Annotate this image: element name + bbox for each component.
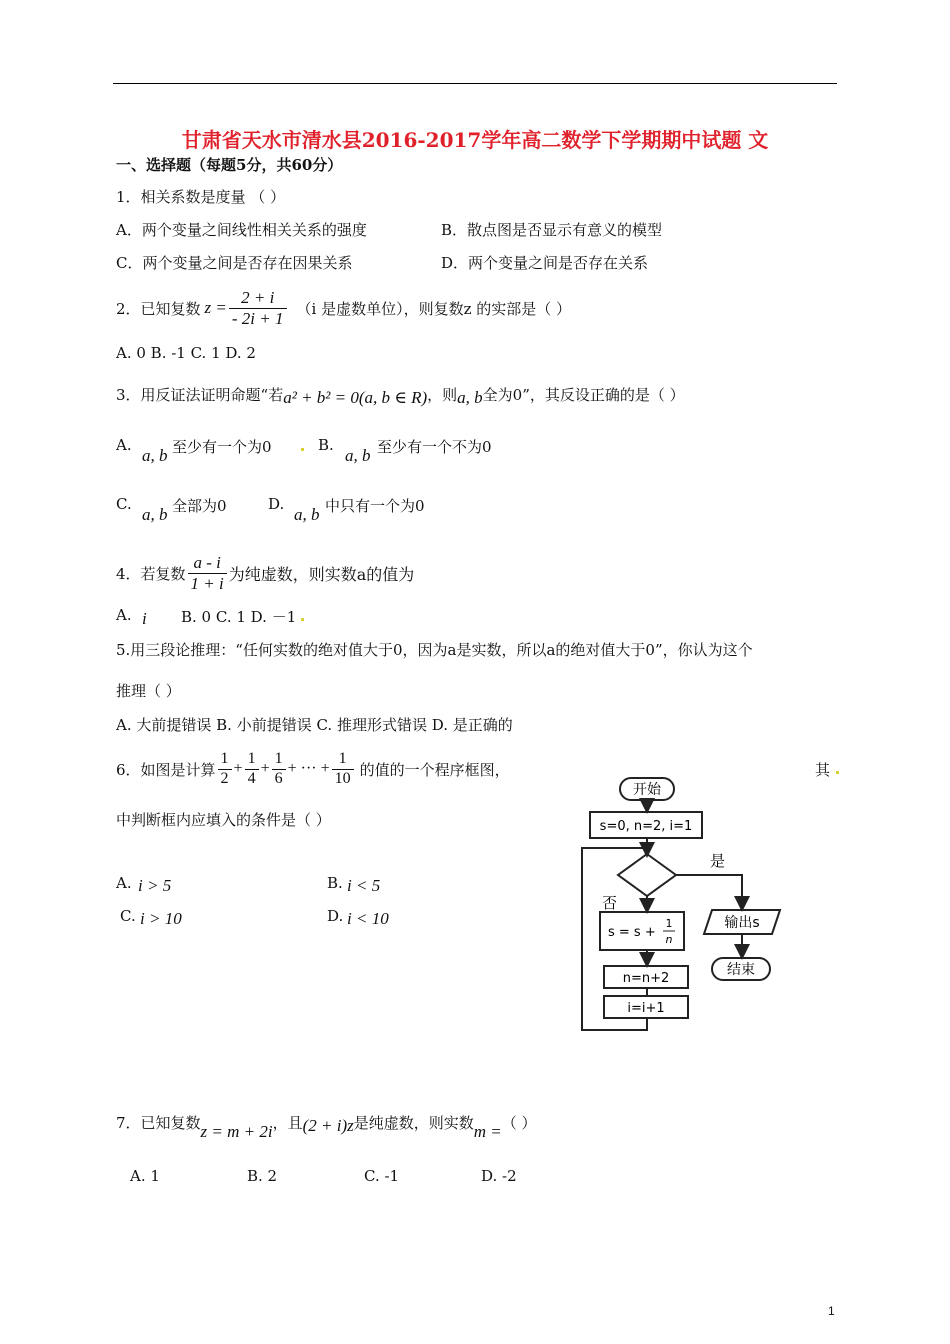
q3-option-d-label: D. — [268, 495, 285, 513]
q6-option-a-label: A. — [116, 874, 132, 892]
flowchart — [570, 770, 850, 1040]
q3-prefix: 3．用反证法证明命题“若 — [116, 385, 284, 404]
q3-option-c-text: 全部为0 — [172, 497, 227, 515]
q3-option-b-text: 至少有一个不为0 — [377, 438, 492, 456]
q6-qi: 其 — [815, 761, 831, 779]
q6-frac-2-num: 1 — [245, 750, 259, 769]
q2-fraction — [229, 288, 287, 328]
q6-option-a-value: i > 5 — [138, 876, 172, 895]
flowchart-init-label: s=0, n=2, i=1 — [599, 819, 693, 834]
q7-stem — [116, 1112, 537, 1142]
q7-prefix: 7．已知复数 — [116, 1114, 201, 1132]
flowchart-end-label: 结束 — [727, 962, 755, 978]
page-number: 1 — [828, 1304, 835, 1318]
q3-option-a-ab: a, b — [142, 446, 168, 465]
q2-prefix: 2．已知复数 — [116, 299, 201, 318]
q2-fraction-num: 2 + i — [229, 288, 287, 309]
flowchart-assign-frac-den: n — [665, 933, 673, 946]
q6-option-d-value: i < 10 — [347, 909, 389, 928]
q5-options: A. 大前提错误 B. 小前提错误 C. 推理形式错误 D. 是正确的 — [116, 716, 513, 734]
q6-prefix: 6．如图是计算 — [116, 760, 216, 779]
q7-z: z = m + 2i — [200, 1122, 273, 1141]
q3-mid: ，则 — [427, 385, 458, 404]
flowchart-incr-i-label: i=i+1 — [627, 1001, 665, 1016]
q1-option-a: A．两个变量之间线性相关关系的强度 — [116, 221, 367, 239]
q6-suffix: 的值的一个程序框图， — [359, 760, 510, 779]
q6-option-c-label: C. — [120, 907, 136, 925]
q7-option-b: B. 2 — [247, 1167, 278, 1185]
page-title: 甘肃省天水市清水县2016-2017学年高二数学下学期期中试题 文 — [181, 128, 769, 152]
q6-option-d-label: D. — [327, 907, 344, 925]
q3-ab: a, b — [457, 388, 483, 407]
q4-fraction — [188, 553, 227, 593]
q6-series-tail: + ··· + — [287, 760, 330, 777]
q7-option-a: A. 1 — [130, 1167, 160, 1185]
q2-z-eq: z = — [204, 298, 227, 317]
q6-frac-last-num: 1 — [332, 750, 354, 769]
q6-option-c-value: i > 10 — [140, 909, 182, 928]
flowchart-yes-label: 是 — [710, 852, 726, 870]
q4-fraction-num: a - i — [188, 553, 227, 574]
q3-option-d-text: 中只有一个为0 — [325, 497, 425, 515]
q7-expr: (2 + i)z — [302, 1116, 354, 1135]
q3-option-c-label: C. — [116, 495, 132, 513]
q7-suffix: 是纯虚数，则实数 — [353, 1114, 474, 1132]
q3-suffix: 全为0”，其反设正确的是（ ） — [482, 385, 685, 404]
q6-frac-3 — [272, 750, 286, 788]
q7-option-c: C. -1 — [364, 1167, 400, 1185]
flowchart-decision-node — [618, 854, 676, 896]
q6-frac-1-den: 2 — [220, 769, 229, 787]
q6-frac-1-num: 1 — [218, 750, 232, 769]
q4-option-a-value: i — [142, 609, 147, 628]
q6-option-b-label: B. — [327, 874, 343, 892]
q4-options-rest: B. 0 C. 1 D. －1 — [181, 608, 297, 626]
speck-mark — [301, 618, 304, 621]
flowchart-assign-label: s = s + — [608, 925, 656, 940]
q7-mid: ，且 — [272, 1114, 303, 1132]
speck-mark — [301, 448, 304, 451]
flowchart-assign-frac-num: 1 — [665, 917, 673, 930]
q6-frac-1 — [218, 750, 232, 788]
q4-suffix: 为纯虚数，则实数a的值为 — [228, 564, 415, 584]
q6-line2: 中判断框内应填入的条件是（ ） — [116, 811, 331, 829]
q3-option-a-text: 至少有一个为0 — [172, 438, 272, 456]
q3-stem — [116, 380, 685, 408]
q1-option-b: B．散点图是否显示有意义的模型 — [441, 221, 663, 239]
q6-option-b-value: i < 5 — [347, 876, 381, 895]
q4-fraction-den: 1 + i — [190, 573, 224, 593]
q1-option-d: D．两个变量之间是否存在关系 — [441, 254, 649, 272]
q6-frac-last — [332, 750, 354, 788]
q7-paren: （ ） — [501, 1114, 537, 1132]
q3-option-c-ab: a, b — [142, 505, 168, 524]
q6-frac-last-den: 10 — [334, 769, 351, 787]
q6-frac-3-num: 1 — [272, 750, 286, 769]
q4-option-a-label: A. — [116, 606, 132, 624]
q6-frac-3-den: 6 — [274, 769, 283, 787]
q3-option-b-ab: a, b — [345, 446, 371, 465]
q4-prefix: 4．若复数 — [116, 564, 186, 583]
flowchart-incr-n-label: n=n+2 — [622, 971, 670, 986]
q3-formula: a² + b² = 0(a, b ∈ R) — [283, 388, 428, 407]
q5-line2: 推理（ ） — [116, 682, 181, 700]
section-heading: 一、选择题（每题5分，共60分） — [116, 156, 343, 174]
flowchart-no-label: 否 — [602, 894, 618, 912]
q3-option-d-ab: a, b — [294, 505, 320, 524]
q3-option-a-label: A. — [116, 436, 132, 454]
q4-stem — [116, 550, 414, 596]
q2-fraction-den: - 2i + 1 — [231, 308, 284, 328]
q7-m: m = — [473, 1122, 502, 1141]
q2-suffix: （i 是虚数单位），则复数z 的实部是（ ） — [296, 299, 572, 318]
q6-frac-2 — [245, 750, 259, 788]
q6-frac-2-den: 4 — [247, 769, 256, 787]
q7-option-d: D. -2 — [481, 1167, 517, 1185]
flowchart-start-label: 开始 — [633, 782, 661, 798]
header-rule — [113, 83, 837, 84]
q2-options: A. 0 B. -1 C. 1 D. 2 — [116, 344, 256, 362]
q5-line1: 5.用三段论推理：“任何实数的绝对值大于0，因为a是实数，所以a的绝对值大于0”，你认为这个 — [116, 641, 753, 659]
q3-option-b-label: B. — [318, 436, 334, 454]
q6-stem: 6．如图是计算 $\frac{1}{2}$ + $\frac{1}{4}$ + $\frac{1}{6}$ + ··· + $\frac{1}{10}$ 的值的一个程序框图， — [116, 750, 510, 787]
q2-stem — [116, 285, 571, 331]
flowchart-output-label: 输出s — [724, 915, 760, 931]
q1-stem: 1．相关系数是度量 （ ） — [116, 188, 286, 206]
q1-option-c: C．两个变量之间是否存在因果关系 — [116, 254, 353, 272]
